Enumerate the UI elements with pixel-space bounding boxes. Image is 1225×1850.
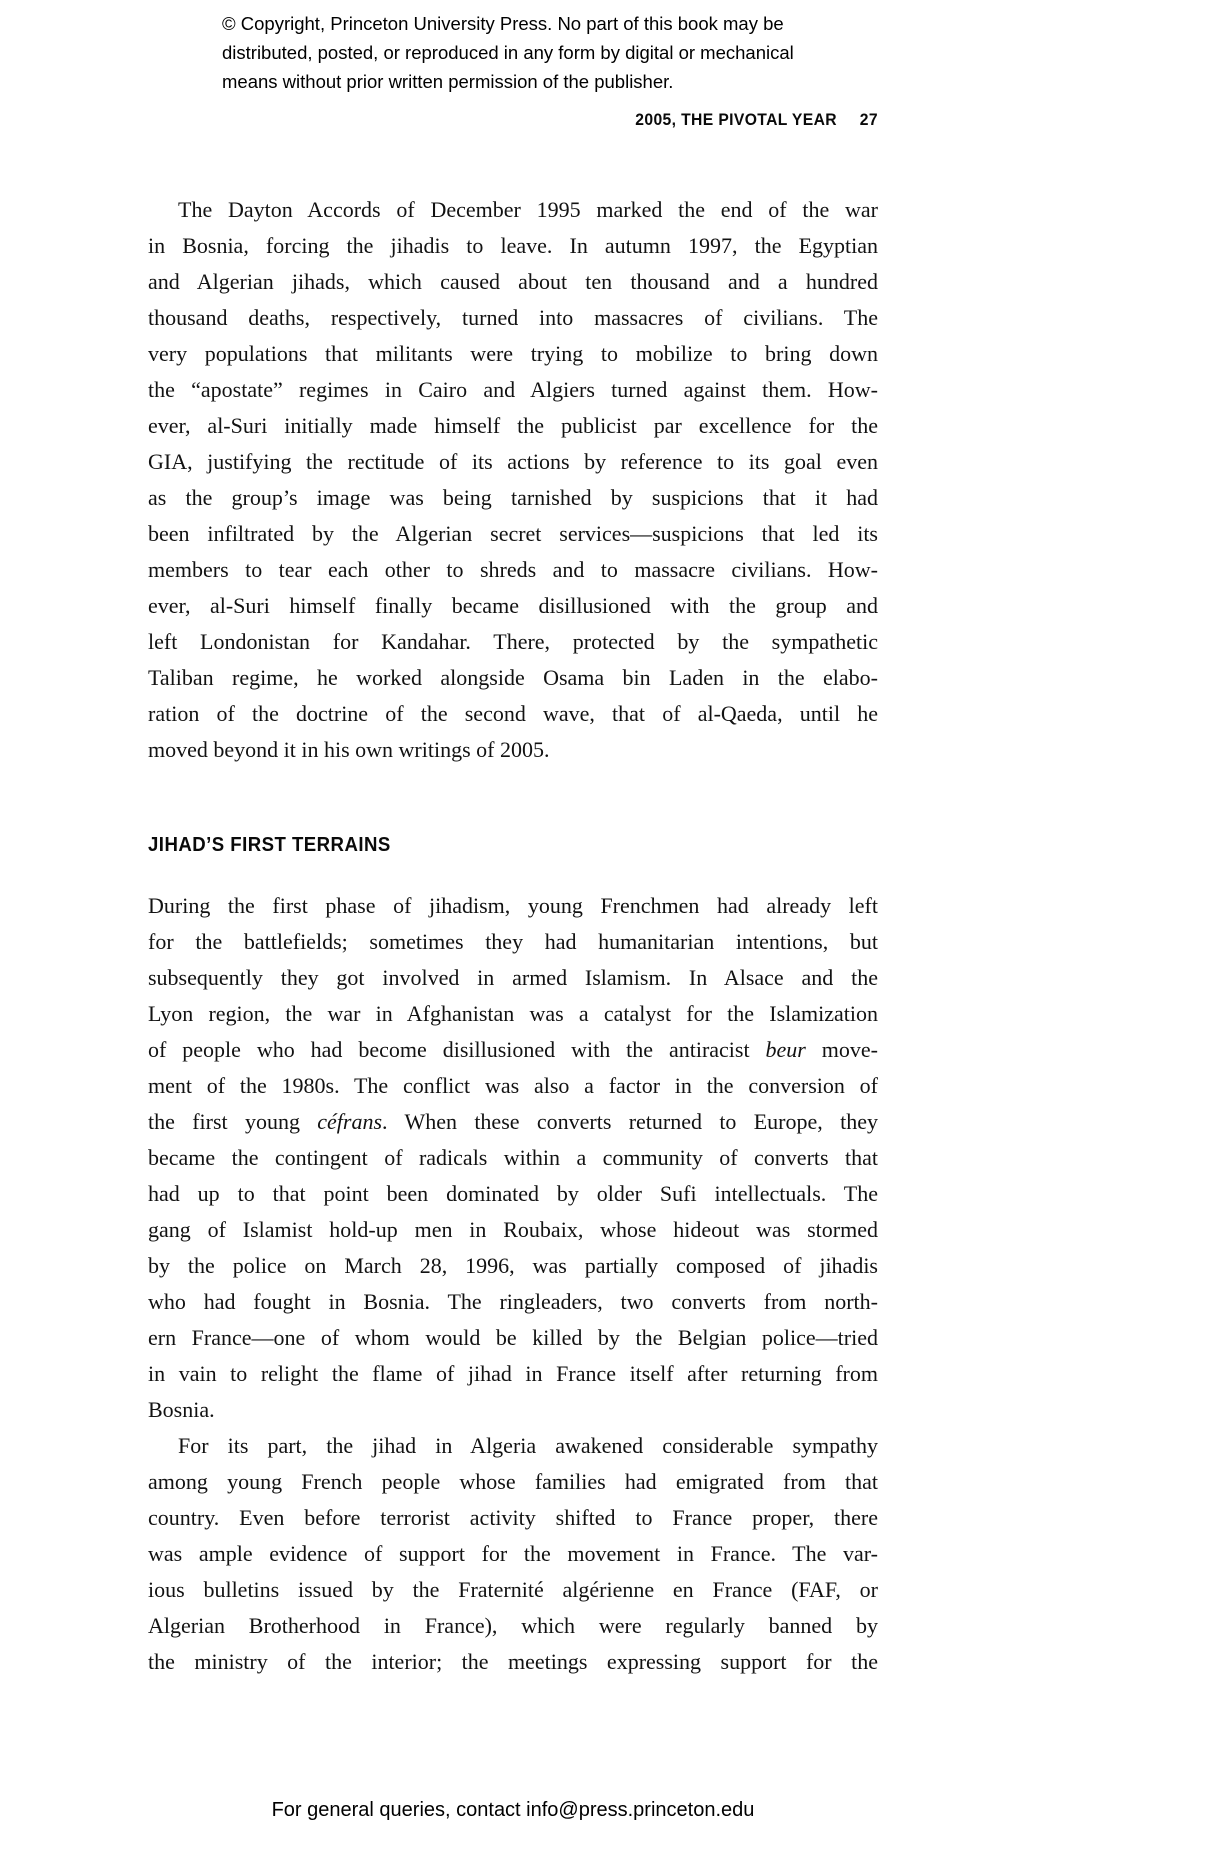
body-line: who had fought in Bosnia. The ringleaders, two converts from north-: [148, 1289, 878, 1314]
paragraph: [148, 1428, 878, 1680]
body-line: Bosnia.: [148, 1397, 215, 1422]
body-line: as the group’s image was being tarnished by suspicions that it had: [148, 485, 878, 510]
body-line: gang of Islamist hold-up men in Roubaix, whose hideout was stormed: [148, 1217, 878, 1242]
footer-text: For general queries, contact info@press.princeton.edu: [271, 1799, 755, 1821]
body-line: The Dayton Accords of December 1995 marked the end of the war: [178, 197, 878, 222]
body-line: Algerian Brotherhood in France), which were regularly banned by: [148, 1613, 878, 1638]
copyright-notice: [222, 9, 794, 96]
body-line: ever, al-Suri initially made himself the publicist par excellence for the: [148, 413, 878, 438]
paragraph: [148, 888, 878, 1428]
copyright-line: © Copyright, Princeton University Press. No part of this book may be: [222, 13, 784, 34]
body-line: left Londonistan for Kandahar. There, protected by the sympathetic: [148, 629, 878, 654]
body-line: and Algerian jihads, which caused about ten thousand and a hundred: [148, 269, 878, 294]
body-line: for the battlefields; sometimes they had humanitarian intentions, but: [148, 929, 878, 954]
copyright-line: means without prior written permission of the publisher.: [222, 71, 674, 92]
body-line: members to tear each other to shreds and to massacre civilians. How-: [148, 557, 878, 582]
body-line: among young French people whose families had emigrated from that: [148, 1469, 878, 1494]
body-line: the ministry of the interior; the meetings expressing support for the: [148, 1649, 878, 1674]
body-line: ever, al-Suri himself finally became disillusioned with the group and: [148, 593, 878, 618]
body-line: Taliban regime, he worked alongside Osama bin Laden in the elabo-: [148, 665, 878, 690]
body-line: GIA, justifying the rectitude of its actions by reference to its goal even: [148, 449, 878, 474]
body-line: in Bosnia, forcing the jihadis to leave. In autumn 1997, the Egyptian: [148, 233, 878, 258]
body-line: country. Even before terrorist activity shifted to France proper, there: [148, 1505, 878, 1530]
section-heading: JIHAD’S FIRST TERRAINS: [148, 834, 391, 856]
body-line: subsequently they got involved in armed Islamism. In Alsace and the: [148, 965, 878, 990]
body-line: During the first phase of jihadism, young Frenchmen had already left: [148, 893, 878, 918]
body-line: ious bulletins issued by the Fraternité algérienne en France (FAF, or: [148, 1577, 878, 1602]
body-line: of people who had become disillusioned with the antiracist beur move-: [148, 1037, 878, 1062]
body-line: in vain to relight the flame of jihad in France itself after returning from: [148, 1361, 878, 1386]
body-line: thousand deaths, respectively, turned into massacres of civilians. The: [148, 305, 878, 330]
page-footer: [148, 1799, 878, 1822]
body-line: Lyon region, the war in Afghanistan was a catalyst for the Islamization: [148, 1001, 878, 1026]
running-header: [185, 111, 879, 130]
body-line: been infiltrated by the Algerian secret services—suspicions that led its: [148, 521, 878, 546]
body-column: [148, 192, 878, 1680]
body-line: became the contingent of radicals within a community of converts that: [148, 1145, 878, 1170]
body-line: ration of the doctrine of the second wave, that of al-Qaeda, until he: [148, 701, 878, 726]
body-line: was ample evidence of support for the movement in France. The var-: [148, 1541, 878, 1566]
body-line: ern France—one of whom would be killed by the Belgian police—tried: [148, 1325, 878, 1350]
body-line: the “apostate” regimes in Cairo and Algiers turned against them. How-: [148, 377, 878, 402]
body-line: the first young céfrans. When these converts returned to Europe, they: [148, 1109, 878, 1134]
body-line: very populations that militants were trying to mobilize to bring down: [148, 341, 878, 366]
body-line: had up to that point been dominated by older Sufi intellectuals. The: [148, 1181, 878, 1206]
body-line: For its part, the jihad in Algeria awakened considerable sympathy: [178, 1433, 878, 1458]
body-line: by the police on March 28, 1996, was partially composed of jihadis: [148, 1253, 878, 1278]
running-header-title: 2005, THE PIVOTAL YEAR: [635, 111, 838, 129]
body-line: ment of the 1980s. The conflict was also a factor in the conversion of: [148, 1073, 878, 1098]
page-number: 27: [859, 111, 878, 129]
body-line: moved beyond it in his own writings of 2005.: [148, 737, 550, 762]
paragraph: [148, 192, 878, 768]
italic-term: céfrans: [317, 1109, 383, 1134]
italic-term: beur: [765, 1037, 806, 1062]
copyright-line: distributed, posted, or reproduced in any form by digital or mechanical: [222, 42, 794, 63]
